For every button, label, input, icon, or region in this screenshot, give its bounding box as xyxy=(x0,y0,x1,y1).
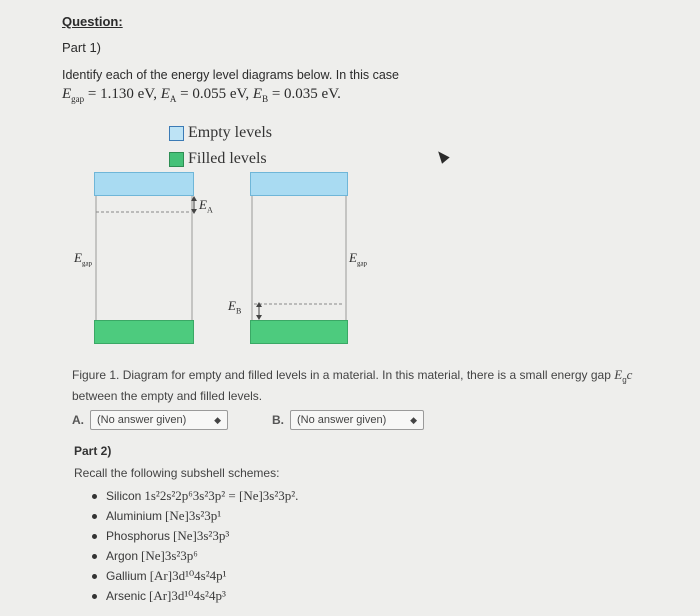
part2-heading: Part 2) xyxy=(74,444,112,458)
list-item: Silicon 1s²2s²2p⁶3s²3p² = [Ne]3s²3p². xyxy=(92,486,298,506)
list-item: Aluminium [Ne]3s²3p¹ xyxy=(92,506,298,526)
bullet-icon xyxy=(92,574,97,579)
list-item: Argon [Ne]3s²3p⁶ xyxy=(92,546,298,566)
bullet-icon xyxy=(92,534,97,539)
right-level-label: $E_B$ xyxy=(228,298,242,316)
equation-line: $E_{gap} = 1.130$ eV, $E_A = 0.055$ eV, $E_B = 0.035$ eV. xyxy=(62,86,341,104)
bullet-icon xyxy=(92,554,97,559)
answer-b-select[interactable] xyxy=(290,410,424,430)
up-down-arrows-icon: ◆ xyxy=(214,414,221,425)
instruction-text: Identify each of the energy level diagrams below. In this case xyxy=(62,68,399,82)
legend-filled-label: Filled levels xyxy=(188,150,267,167)
bullet-icon xyxy=(92,594,97,599)
answer-b-row xyxy=(272,410,424,430)
answer-a-select[interactable] xyxy=(90,410,228,430)
subshell-list xyxy=(92,486,298,606)
figure-caption: Figure 1. Diagram for empty and filled levels in a material. In this material, there is a small energy gap $E_gc$ between the empty and filled levels. xyxy=(72,367,633,404)
list-item: Phosphorus [Ne]3s²3p³ xyxy=(92,526,298,546)
left-level-label: $E_A$ xyxy=(199,197,213,215)
answer-a-row xyxy=(72,410,228,430)
list-item: Gallium [Ar]3d¹⁰4s²4p¹ xyxy=(92,566,298,586)
bullet-icon xyxy=(92,514,97,519)
list-item: Arsenic [Ar]3d¹⁰4s²4p³ xyxy=(92,586,298,606)
answer-a-letter: A. xyxy=(72,413,84,427)
answer-b-value: (No answer given) xyxy=(297,414,387,426)
legend-empty-label: Empty levels xyxy=(188,124,272,141)
answer-b-letter: B. xyxy=(272,413,284,427)
bullet-icon xyxy=(92,494,97,499)
part1-heading: Part 1) xyxy=(62,40,102,55)
question-heading: Question: xyxy=(62,14,123,29)
answer-a-value: (No answer given) xyxy=(97,414,187,426)
left-gap-label: $E_{gap}$ xyxy=(74,250,93,268)
right-gap-label: $E_{gap}$ xyxy=(349,250,368,268)
recall-text: Recall the following subshell schemes: xyxy=(74,466,280,480)
up-down-arrows-icon: ◆ xyxy=(410,414,417,425)
